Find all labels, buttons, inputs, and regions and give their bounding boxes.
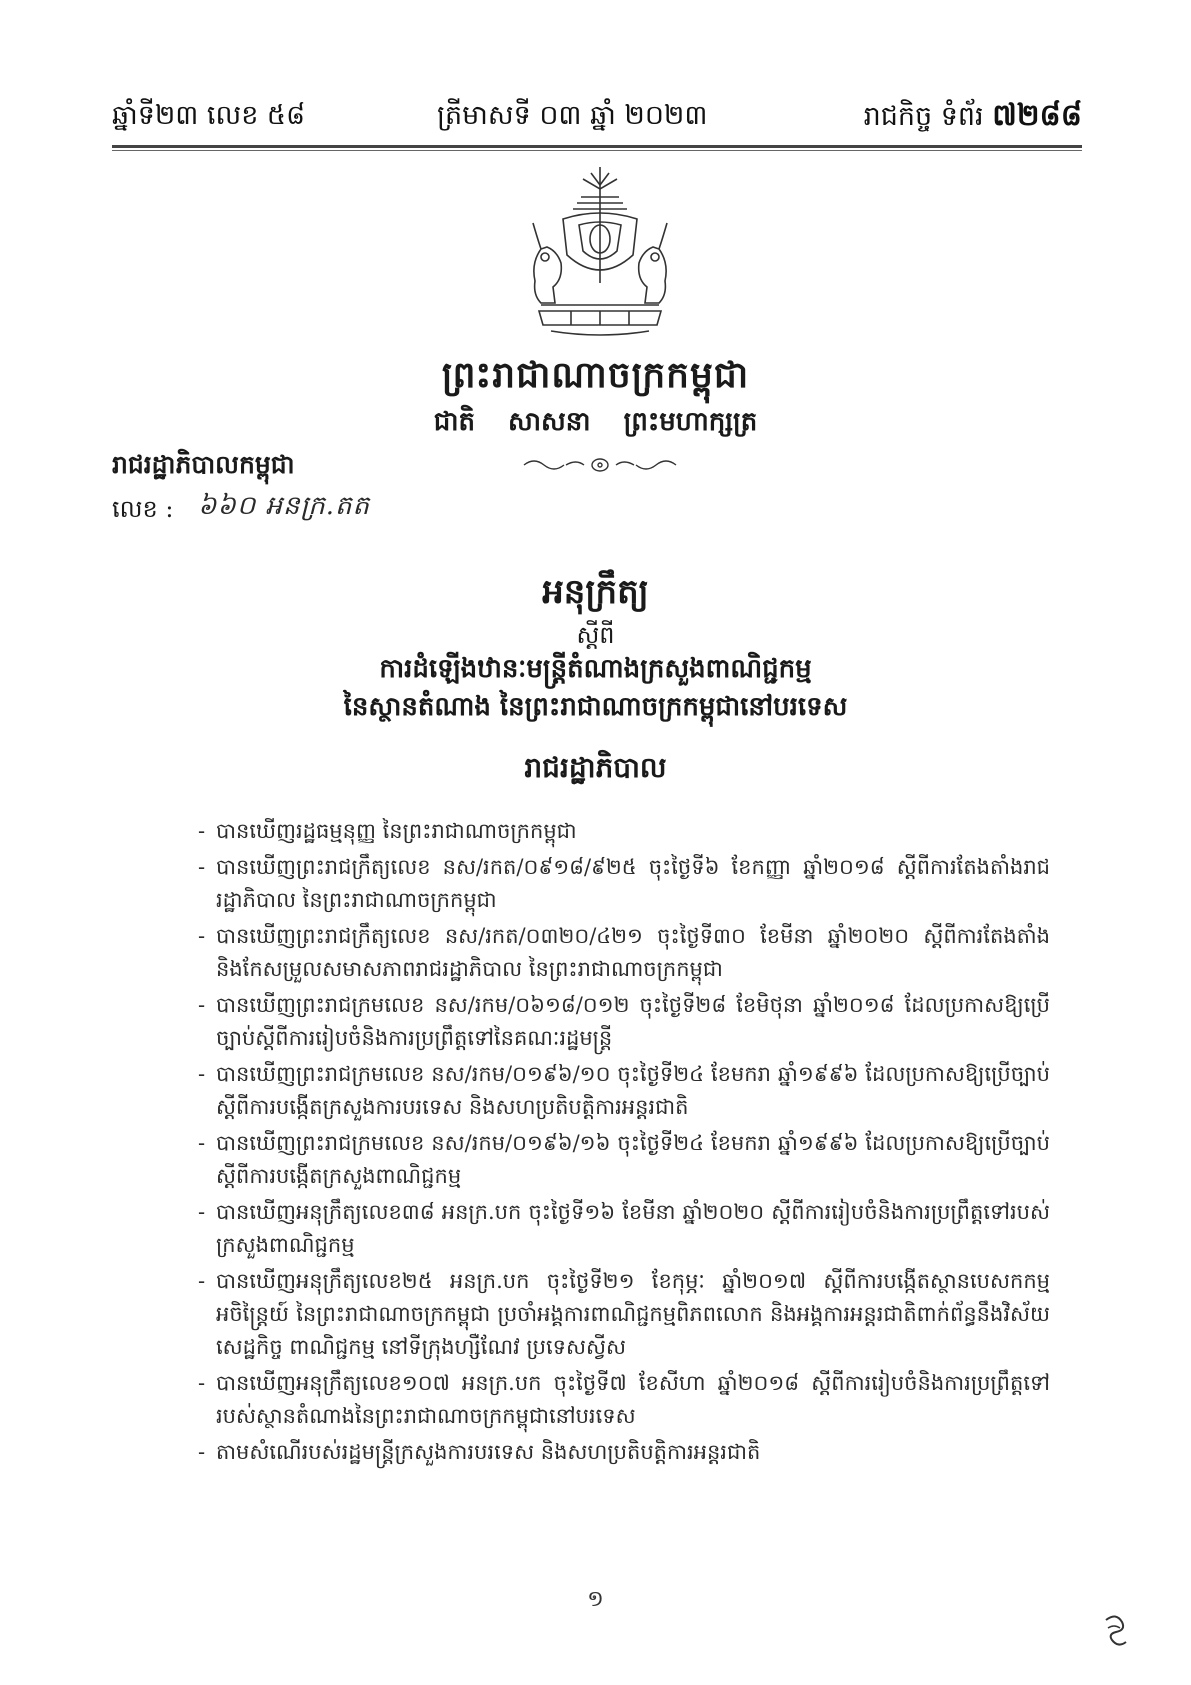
gazette-header — [112, 96, 1082, 144]
national-motto: ជាតិ សាសនា ព្រះមហាក្សត្រ — [433, 407, 758, 437]
recital-item: - បានឃើញព្រះរាជក្រឹត្យលេខ នស/រកត/០៩១៨/៩២៥ ចុះថ្ងៃទី៦ ខែកញ្ញា ឆ្នាំ២០១៨ ស្តីពីការតែងតាំងរាជរដ្ឋាភិបាល នៃព្រះរាជាណាចក្រកម្ពុជា — [198, 855, 1050, 912]
recitals-list — [200, 815, 1050, 1472]
kingdom-name: ព្រះរាជាណាចក្រកម្ពុជា — [441, 354, 750, 396]
page-number: ១ — [587, 1587, 604, 1612]
recital-item: - បានឃើញអនុក្រឹត្យលេខ៣៨ អនក្រ.បក ចុះថ្ងៃទី១៦ ខែមីនា ឆ្នាំ២០២០ ស្តីពីការរៀបចំនិងការប្រព្រឹត្តទៅរបស់ក្រសួងពាណិជ្ជកម្ម — [198, 1200, 1050, 1257]
gazette-page-number: ៧២៨៨ — [992, 98, 1082, 133]
reference-number: ៦៦០ អនក្រ.តត — [198, 491, 371, 521]
recital-item: - បានឃើញព្រះរាជក្រមលេខ នស/រកម/០១៩៦/១០ ចុះថ្ងៃទី២៤ ខែមករា ឆ្នាំ១៩៩៦ ដែលប្រកាសឱ្យប្រើច្បាប់ស្តីពីការបង្កើតក្រសួងការបរទេស និងសហប្រតិបត្តិការអន្តរជាតិ — [198, 1062, 1050, 1119]
gazette-page — [864, 96, 1082, 137]
subject-line-2: នៃស្ថានតំណាង នៃព្រះរាជាណាចក្រកម្ពុជានៅបរទេស — [343, 692, 848, 722]
header-rule-thick — [112, 145, 1082, 148]
government-heading: រាជរដ្ឋាភិបាល — [524, 751, 667, 784]
gazette-year-issue: ឆ្នាំទី២៣ លេខ ៥៨ — [112, 100, 306, 131]
royal-coat-of-arms-icon — [511, 163, 689, 341]
header-rule-thin — [112, 150, 1082, 151]
reference-label: លេខ : — [112, 495, 174, 523]
recital-item: - តាមសំណើរបស់រដ្ឋមន្ត្រីក្រសួងការបរទេស និងសហប្រតិបត្តិការអន្តរជាតិ — [198, 1440, 761, 1464]
gazette-page-label: រាជកិច្ច ទំព័រ — [863, 101, 984, 132]
recital-item: - បានឃើញអនុក្រឹត្យលេខ២៥ អនក្រ.បក ចុះថ្ងៃទី២១ ខែកុម្ភៈ ឆ្នាំ២០១៧ ស្តីពីការបង្កើតស្ថានបេសកកម្មអចិន្ត្រៃយ៍ នៃព្រះរាជាណាចក្រកម្ពុជា ប្រចាំអង្គការពាណិជ្ជកម្មពិភពលោក និងអង្គការអន្តរជាតិពាក់ព័ន្ធនឹងវិស័យសេដ្ឋកិច្ច ពាណិជ្ជកម្ម នៅទីក្រុងហ្សឺណែវ ប្រទេសស្វីស — [198, 1269, 1050, 1359]
recital-item: - បានឃើញរដ្ឋធម្មនុញ្ញ នៃព្រះរាជាណាចក្រកម្ពុជា — [198, 819, 577, 843]
recital-item: - បានឃើញព្រះរាជក្រឹត្យលេខ នស/រកត/០៣២០/៤២១ ចុះថ្ងៃទី៣០ ខែមីនា ឆ្នាំ២០២០ ស្តីពីការតែងតាំងនិងកែសម្រួលសមាសភាពរាជរដ្ឋាភិបាល នៃព្រះរាជាណាចក្រកម្ពុជា — [198, 924, 1050, 981]
subject-line-1: ការដំឡើងឋានៈមន្ត្រីតំណាងក្រសួងពាណិជ្ជកម្ម — [379, 654, 812, 684]
gazette-quarter: ត្រីមាសទី ០៣ ឆ្នាំ ២០២៣ — [437, 100, 708, 131]
recital-item: - បានឃើញព្រះរាជក្រមលេខ នស/រកម/០១៩៦/១៦ ចុះថ្ងៃទី២៤ ខែមករា ឆ្នាំ១៩៩៦ ដែលប្រកាសឱ្យប្រើច្បាប់ស្តីពីការបង្កើតក្រសួងពាណិជ្ជកម្ម — [198, 1131, 1050, 1188]
document-type-title: អនុក្រឹត្យ — [542, 572, 649, 612]
issuing-government: រាជរដ្ឋាភិបាលកម្ពុជា — [112, 450, 295, 479]
title-concerning: ស្តីពី — [576, 621, 615, 649]
ornamental-divider-icon — [520, 455, 680, 475]
recital-item: - បានឃើញព្រះរាជក្រមលេខ នស/រកម/០៦១៨/០១២ ចុះថ្ងៃទី២៨ ខែមិថុនា ឆ្នាំ២០១៨ ដែលប្រកាសឱ្យប្រើច្បាប់ស្តីពីការរៀបចំនិងការប្រព្រឹត្តទៅនៃគណៈរដ្ឋមន្ត្រី — [198, 993, 1050, 1050]
handwritten-initial-icon — [1098, 1610, 1134, 1650]
recital-item: - បានឃើញអនុក្រឹត្យលេខ១០៧ អនក្រ.បក ចុះថ្ងៃទី៧ ខែសីហា ឆ្នាំ២០១៨ ស្តីពីការរៀបចំនិងការប្រព្រឹត្តទៅរបស់ស្ថានតំណាងនៃព្រះរាជាណាចក្រកម្ពុជានៅបរទេស — [198, 1371, 1050, 1428]
